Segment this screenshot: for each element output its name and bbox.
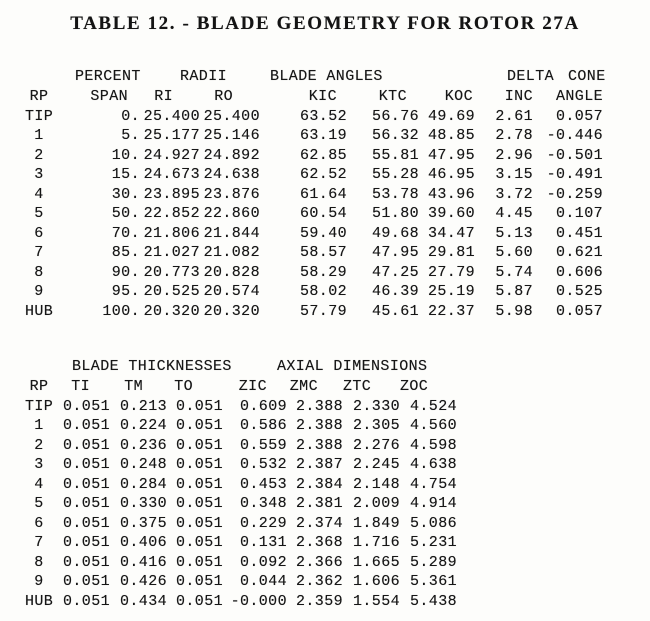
value-cell: 2.368 xyxy=(295,534,343,551)
value-cell: 5.086 xyxy=(409,514,457,532)
value-cell: 0.044 xyxy=(239,573,287,590)
column-header-ri: RI xyxy=(154,88,173,105)
value-cell: 0.451 xyxy=(555,224,603,242)
table-row xyxy=(25,533,457,553)
row-label-cell: 9 xyxy=(34,283,44,300)
value-cell: 55.81 xyxy=(371,146,419,164)
value-cell: 2.388 xyxy=(295,417,343,434)
value-cell: 21.806 xyxy=(143,224,200,242)
row-label-cell: HUB xyxy=(25,302,54,320)
row-label-cell: TIP xyxy=(25,397,54,415)
value-cell: 0.051 xyxy=(175,495,223,512)
value-cell: 2.245 xyxy=(352,456,400,473)
value-cell: 0.051 xyxy=(175,573,223,590)
value-cell: 5.60 xyxy=(495,244,533,261)
page-title: TABLE 12. - BLADE GEOMETRY FOR ROTOR 27A xyxy=(70,13,580,34)
value-cell: 58.29 xyxy=(299,263,347,281)
value-cell: 21.027 xyxy=(143,244,200,261)
value-cell: 60.54 xyxy=(299,205,347,222)
table-row xyxy=(25,185,603,205)
value-cell: 0.248 xyxy=(119,456,167,473)
value-cell: 2.78 xyxy=(495,127,533,144)
value-cell: 24.673 xyxy=(143,166,200,183)
value-cell: 0.348 xyxy=(239,495,287,512)
value-cell: 2.61 xyxy=(495,107,533,125)
value-cell: 0.051 xyxy=(175,456,223,473)
table-row xyxy=(25,224,603,244)
value-cell: 0.434 xyxy=(119,592,167,610)
column-header-zoc: ZOC xyxy=(400,378,429,395)
value-cell: 2.330 xyxy=(352,397,400,415)
value-cell: 5.231 xyxy=(409,534,457,551)
value-cell: 24.892 xyxy=(203,146,260,164)
value-cell: 63.19 xyxy=(299,127,347,144)
value-cell: 0.051 xyxy=(62,495,110,512)
row-label-cell: TIP xyxy=(25,107,54,125)
value-cell: 63.52 xyxy=(299,107,347,125)
row-label-cell: 2 xyxy=(34,436,44,454)
row-label-cell: 6 xyxy=(34,514,44,532)
value-cell: 2.276 xyxy=(352,436,400,454)
value-cell: 3.15 xyxy=(495,166,533,183)
column-header-ti: TI xyxy=(71,378,90,395)
value-cell: 56.76 xyxy=(371,107,419,125)
value-cell: 20.320 xyxy=(143,302,200,320)
value-cell: 58.57 xyxy=(299,244,347,261)
group-header-delta: DELTA xyxy=(507,68,555,85)
column-header-rp2: RP xyxy=(29,378,49,395)
table-row xyxy=(25,436,457,456)
row-label-cell: 1 xyxy=(34,127,44,144)
value-cell: -0.259 xyxy=(546,185,603,203)
value-cell: 46.95 xyxy=(427,166,475,183)
table-row xyxy=(25,243,603,263)
row-label-cell: 3 xyxy=(34,456,44,473)
value-cell: 22.852 xyxy=(143,205,200,222)
value-cell: 0.416 xyxy=(119,553,167,571)
row-label-cell: 6 xyxy=(34,224,44,242)
table-row xyxy=(25,302,603,322)
value-cell: 25.400 xyxy=(203,107,260,125)
value-cell: 4.754 xyxy=(409,475,457,493)
value-cell: 0.051 xyxy=(62,573,110,590)
value-cell: -0.000 xyxy=(230,592,287,610)
column-header-angle: ANGLE xyxy=(555,88,603,105)
value-cell: 20.828 xyxy=(203,263,260,281)
value-cell: 0.051 xyxy=(62,514,110,532)
value-cell: 0.236 xyxy=(119,436,167,454)
value-cell: 0.375 xyxy=(119,514,167,532)
table-row xyxy=(25,455,457,475)
row-label-cell: 5 xyxy=(34,205,44,222)
table-row xyxy=(25,592,457,612)
value-cell: 25.400 xyxy=(143,107,200,125)
value-cell: 10. xyxy=(111,146,140,164)
value-cell: 0.051 xyxy=(62,475,110,493)
value-cell: 0.092 xyxy=(239,553,287,571)
value-cell: 70. xyxy=(111,224,140,242)
value-cell: 25.19 xyxy=(427,283,475,300)
row-label-cell: 7 xyxy=(34,244,44,261)
value-cell: 43.96 xyxy=(427,185,475,203)
table-row xyxy=(25,107,603,127)
value-cell: 1.606 xyxy=(352,573,400,590)
row-label-cell: 1 xyxy=(34,417,44,434)
value-cell: 5.361 xyxy=(409,573,457,590)
value-cell: 0.051 xyxy=(62,534,110,551)
value-cell: 56.32 xyxy=(371,127,419,144)
value-cell: 25.177 xyxy=(143,127,200,144)
value-cell: 62.85 xyxy=(299,146,347,164)
group-header-blade-angles: BLADE ANGLES xyxy=(270,68,383,85)
value-cell: 2.388 xyxy=(295,397,343,415)
value-cell: 23.895 xyxy=(143,185,200,203)
value-cell: 0.057 xyxy=(555,302,603,320)
column-header-ktc: KTC xyxy=(378,88,407,105)
group-header-blade-thicknesses: BLADE THICKNESSES xyxy=(72,358,232,375)
value-cell: 4.638 xyxy=(409,456,457,473)
table-row xyxy=(25,204,603,224)
value-cell: 53.78 xyxy=(371,185,419,203)
value-cell: 21.844 xyxy=(203,224,260,242)
value-cell: 0.051 xyxy=(62,417,110,434)
table-row xyxy=(25,572,457,592)
value-cell: 0.330 xyxy=(119,495,167,512)
table-row xyxy=(25,263,603,283)
value-cell: 21.082 xyxy=(203,244,260,261)
value-cell: 5.87 xyxy=(495,283,533,300)
geometry-column-header-row xyxy=(25,87,603,107)
table-row xyxy=(25,494,457,514)
value-cell: 0.051 xyxy=(62,436,110,454)
value-cell: 51.80 xyxy=(371,205,419,222)
value-cell: 90. xyxy=(111,263,140,281)
table-row xyxy=(25,165,603,185)
table-row xyxy=(25,514,457,534)
value-cell: 0.051 xyxy=(62,456,110,473)
row-label-cell: 8 xyxy=(34,263,44,281)
value-cell: 22.860 xyxy=(203,205,260,222)
value-cell: 0.051 xyxy=(62,592,110,610)
column-header-tm: TM xyxy=(124,378,143,395)
value-cell: 0.051 xyxy=(62,397,110,415)
table-row xyxy=(25,282,603,302)
value-cell: 0.057 xyxy=(555,107,603,125)
value-cell: 2.366 xyxy=(295,553,343,571)
value-cell: 0. xyxy=(121,107,140,125)
thickness-table-body xyxy=(25,397,457,612)
table-row xyxy=(25,126,603,146)
value-cell: 24.638 xyxy=(203,166,260,183)
value-cell: 46.39 xyxy=(371,283,419,300)
value-cell: 2.381 xyxy=(295,495,343,512)
value-cell: 0.213 xyxy=(119,397,167,415)
value-cell: 29.81 xyxy=(427,244,475,261)
value-cell: 24.927 xyxy=(143,146,200,164)
row-label-cell: 3 xyxy=(34,166,44,183)
value-cell: 4.45 xyxy=(495,205,533,222)
value-cell: 2.374 xyxy=(295,514,343,532)
value-cell: 49.69 xyxy=(427,107,475,125)
value-cell: 2.96 xyxy=(495,146,533,164)
column-header-span: SPAN xyxy=(90,88,128,105)
value-cell: 1.554 xyxy=(352,592,400,610)
value-cell: 0.559 xyxy=(239,436,287,454)
value-cell: 49.68 xyxy=(371,224,419,242)
column-header-zmc: ZMC xyxy=(289,378,318,395)
value-cell: 30. xyxy=(111,185,140,203)
value-cell: 1.716 xyxy=(352,534,400,551)
value-cell: 0.051 xyxy=(175,592,223,610)
value-cell: 47.95 xyxy=(371,244,419,261)
value-cell: 0.609 xyxy=(239,397,287,415)
thickness-table xyxy=(25,377,457,611)
value-cell: 25.146 xyxy=(203,127,260,144)
value-cell: 5.13 xyxy=(495,224,533,242)
value-cell: 0.051 xyxy=(175,436,223,454)
value-cell: 5.438 xyxy=(409,592,457,610)
row-label-cell: 8 xyxy=(34,553,44,571)
value-cell: 0.051 xyxy=(175,417,223,434)
value-cell: 61.64 xyxy=(299,185,347,203)
value-cell: 0.229 xyxy=(239,514,287,532)
row-label-cell: 4 xyxy=(34,185,44,203)
value-cell: 0.586 xyxy=(239,417,287,434)
value-cell: 0.453 xyxy=(239,475,287,493)
row-label-cell: 7 xyxy=(34,534,44,551)
row-label-cell: 4 xyxy=(34,475,44,493)
value-cell: 5.74 xyxy=(495,263,533,281)
value-cell: 5. xyxy=(121,127,140,144)
group-header-percent: PERCENT xyxy=(75,68,141,85)
value-cell: 0.131 xyxy=(239,534,287,551)
value-cell: 20.574 xyxy=(203,283,260,300)
value-cell: 100. xyxy=(102,302,140,320)
column-header-inc: INC xyxy=(504,88,533,105)
column-header-to: TO xyxy=(174,378,193,395)
table-row xyxy=(25,146,603,166)
value-cell: 0.525 xyxy=(555,283,603,300)
value-cell: 95. xyxy=(111,283,140,300)
value-cell: 4.914 xyxy=(409,495,457,512)
geometry-group-header-row xyxy=(0,68,650,88)
value-cell: 0.051 xyxy=(175,553,223,571)
value-cell: 15. xyxy=(111,166,140,183)
column-header-ztc: ZTC xyxy=(343,378,372,395)
table-row xyxy=(25,553,457,573)
geometry-table-body xyxy=(25,107,603,322)
value-cell: 50. xyxy=(111,205,140,222)
group-header-radii: RADII xyxy=(180,68,228,85)
value-cell: 0.284 xyxy=(119,475,167,493)
group-header-cone: CONE xyxy=(568,68,606,85)
value-cell: 57.79 xyxy=(299,302,347,320)
value-cell: 85. xyxy=(111,244,140,261)
value-cell: 1.665 xyxy=(352,553,400,571)
value-cell: 39.60 xyxy=(427,205,475,222)
row-label-cell: 9 xyxy=(34,573,44,590)
value-cell: 20.320 xyxy=(203,302,260,320)
value-cell: 0.051 xyxy=(175,514,223,532)
value-cell: 47.95 xyxy=(427,146,475,164)
value-cell: 0.426 xyxy=(119,573,167,590)
geometry-table xyxy=(25,87,603,321)
value-cell: 4.598 xyxy=(409,436,457,454)
value-cell: 0.051 xyxy=(175,534,223,551)
column-header-ro: RO xyxy=(214,88,233,105)
value-cell: 20.525 xyxy=(143,283,200,300)
value-cell: 45.61 xyxy=(371,302,419,320)
value-cell: 5.98 xyxy=(495,302,533,320)
thickness-group-header-row xyxy=(0,358,650,378)
value-cell: 0.051 xyxy=(175,475,223,493)
value-cell: 59.40 xyxy=(299,224,347,242)
value-cell: 0.224 xyxy=(119,417,167,434)
value-cell: 3.72 xyxy=(495,185,533,203)
column-header-koc: KOC xyxy=(444,88,473,105)
value-cell: 27.79 xyxy=(427,263,475,281)
value-cell: 0.532 xyxy=(239,456,287,473)
value-cell: 0.051 xyxy=(175,397,223,415)
value-cell: 4.524 xyxy=(409,397,457,415)
row-label-cell: 2 xyxy=(34,146,44,164)
value-cell: 2.305 xyxy=(352,417,400,434)
value-cell: 2.009 xyxy=(352,495,400,512)
value-cell: 0.621 xyxy=(555,244,603,261)
value-cell: 58.02 xyxy=(299,283,347,300)
value-cell: 2.388 xyxy=(295,436,343,454)
value-cell: 1.849 xyxy=(352,514,400,532)
value-cell: 2.148 xyxy=(352,475,400,493)
value-cell: 47.25 xyxy=(371,263,419,281)
row-label-cell: HUB xyxy=(25,592,54,610)
value-cell: 62.52 xyxy=(299,166,347,183)
value-cell: 2.359 xyxy=(295,592,343,610)
row-label-cell: 5 xyxy=(34,495,44,512)
column-header-rp: RP xyxy=(29,88,49,105)
value-cell: 2.387 xyxy=(295,456,343,473)
value-cell: 0.107 xyxy=(555,205,603,222)
value-cell: 48.85 xyxy=(427,127,475,144)
table-row xyxy=(25,416,457,436)
value-cell: 22.37 xyxy=(427,302,475,320)
value-cell: 2.384 xyxy=(295,475,343,493)
value-cell: -0.501 xyxy=(546,146,603,164)
value-cell: 2.362 xyxy=(295,573,343,590)
table-row xyxy=(25,475,457,495)
group-header-axial-dimensions: AXIAL DIMENSIONS xyxy=(277,358,428,375)
value-cell: 5.289 xyxy=(409,553,457,571)
value-cell: -0.446 xyxy=(546,127,603,144)
thickness-column-header-row xyxy=(25,377,457,397)
value-cell: 23.876 xyxy=(203,185,260,203)
value-cell: 0.606 xyxy=(555,263,603,281)
column-header-zic: ZIC xyxy=(238,378,267,395)
value-cell: -0.491 xyxy=(546,166,603,183)
value-cell: 4.560 xyxy=(409,417,457,434)
table-row xyxy=(25,397,457,417)
value-cell: 55.28 xyxy=(371,166,419,183)
value-cell: 20.773 xyxy=(143,263,200,281)
value-cell: 0.051 xyxy=(62,553,110,571)
value-cell: 34.47 xyxy=(427,224,475,242)
value-cell: 0.406 xyxy=(119,534,167,551)
column-header-kic: KIC xyxy=(308,88,337,105)
